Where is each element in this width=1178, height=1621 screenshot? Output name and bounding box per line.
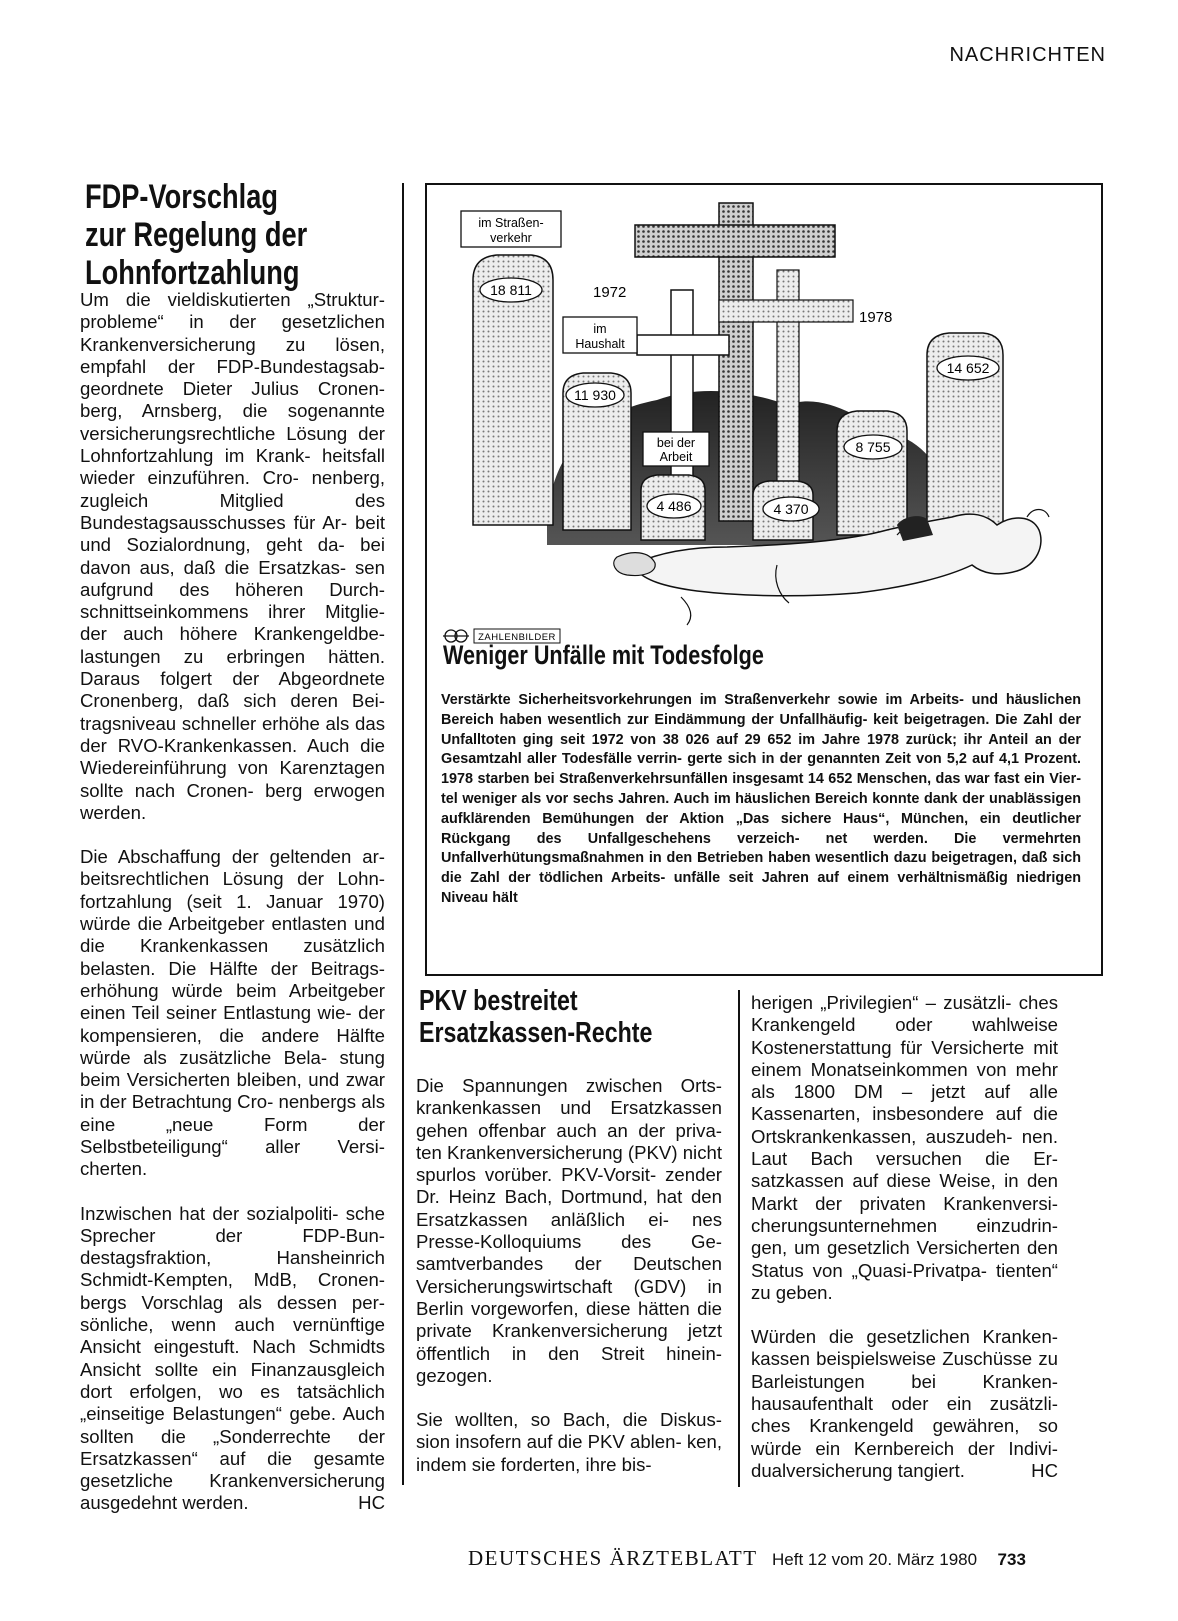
article1-headline-line: FDP-Vorschlag <box>85 178 278 216</box>
page-number: 733 <box>997 1550 1026 1569</box>
label-strasse: verkehr <box>490 231 532 245</box>
label-haushalt: Haushalt <box>575 337 625 351</box>
column-rule-2 <box>738 990 740 1487</box>
article2-paragraph: herigen „Privilegien“ – zusätzli- ches Krankengeld oder wahlweise Kostenerstattung für Versicherte mit einem Monatseinkommen von mehr als 1800 DM – jetzt auf alle Kassenarten, insbesondere auf die Ortskrankenkassen, auszudeh- nen. Laut Bach versuchen die Er- satzkassen auf diese Weise, in den Markt der privaten Krankenversi- cherungsunternehmen einzudrin- gen, um gesetzlich Versicherten den Status von „Quasi-Privatpa- tienten“ zu geben. <box>751 992 1058 1303</box>
article1-signoff: HC <box>358 1492 385 1514</box>
value-arbeit-1972: 4 486 <box>656 498 692 514</box>
year-1972: 1972 <box>593 284 627 301</box>
label-haushalt: im <box>593 322 607 336</box>
label-arbeit: Arbeit <box>659 450 693 464</box>
article1-headline <box>85 178 307 292</box>
page-footer <box>468 1546 1026 1571</box>
article2-signoff: HC <box>1031 1459 1058 1481</box>
article2-column-1 <box>416 1075 722 1476</box>
article2-paragraph: Sie wollten, so Bach, die Diskus- sion insofern auf die PKV ablen- ken, indem sie forderten, ihre bis- <box>416 1409 722 1475</box>
value-haushalt-1972: 11 930 <box>574 387 616 403</box>
value-arbeit-1978: 4 370 <box>773 501 809 517</box>
column-rule <box>402 183 404 1485</box>
value-strasse-1972: 18 811 <box>490 282 532 298</box>
article2-headline-line: PKV bestreitet <box>419 985 578 1017</box>
article1-paragraph: Um die vieldiskutierten „Struktur- probleme“ in der gesetzlichen Krankenversicherung zu lösen, empfahl der FDP-Bundestagsab- geordnete Dieter Julius Cronen- berg, Arnsberg, die sogenannte versicherungsrechtliche Lösung der Lohnfortzahlung im Krank- heitsfall wieder einzuführen. Cro- nenberg, zugleich Mitglied des Bundestagsausschusses für Ar- beit und Sozialordnung, geht da- bei davon aus, daß die Ersatzkas- sen aufgrund des höheren Durch- schnittseinkommens ihrer Mitglie- der auch höhere Krankengeldbe- lastungen zu erbringen hätten. Daraus folgert der Abgeordnete Cronenberg, daß sich deren Bei- tragsniveau schneller erhöhe als das der RVO-Krankenkassen. Auch die Wiedereinführung von Karenztagen sollte nach Cronen- berg erwogen werden. <box>80 289 385 823</box>
article1-headline-line: zur Regelung der <box>85 216 308 255</box>
article2-paragraph: Die Spannungen zwischen Orts- krankenkassen und Ersatzkassen gehen offenbar auch an der priva- ten Krankenversicherung (PKV) nicht spurlos vorüber. PKV-Vorsit- zender Dr. Heinz Bach, Dortmund, hat den Ersatzkassen anläßlich ei- nes Presse-Kolloquiums des Ge- samtverbandes der Deutschen Versicherungswirtschaft (GDV) in Berlin vorgeworfen, diese hätten die private Krankenversicherung jetzt öffentlich in den Streit hinein- gezogen. <box>416 1075 722 1386</box>
article1-headline-line: Lohnfortzahlung <box>85 254 300 293</box>
label-strasse: im Straßen- <box>478 216 544 230</box>
section-label: NACHRICHTEN <box>949 44 1106 66</box>
year-1978: 1978 <box>859 309 893 326</box>
article2-headline <box>419 985 652 1050</box>
article2-column-2 <box>751 992 1058 1482</box>
tombstone-haushalt-1978 <box>837 411 907 535</box>
infographic-caption: Verstärkte Sicherheitsvorkehrungen im Straßenverkehr sowie im Arbeits- und häuslichen Bereich haben wesentlich zur Eindämmung der Unfallhäufig- keit beigetragen. Die Zahl der Unfalltoten ging seit 1972 von 38 026 auf 29 652 im Jahre 1978 zurück; ihr Anteil an der Gesamtzahl aller Todesfälle verrin- gerte sich in der genannten Zeit von 5,2 auf 4,1 Prozent. 1978 starben bei Straßenverkehrsunfällen insgesamt 14 652 Menschen, das war fast ein Vier- tel weniger als vor sechs Jahren. Auch im häuslichen Bereich konnte dank der unablässigen aufklärenden Bemühungen der Aktion „Das sichere Haus“, München, ein deutlicher Rückgang des Unfallgeschehens verzeich- net werden. Die vermehrten Unfallverhütungsmaßnahmen in den Betrieben haben wesentlich dazu beigetragen, daß sich die Zahl der tödlichen Arbeits- unfälle seit Jahren auf einem verhältnismäßig niedrigen Niveau hält <box>441 692 1081 906</box>
journal-name: DEUTSCHES ÄRZTEBLATT <box>468 1546 758 1570</box>
article1-paragraph <box>80 1203 385 1515</box>
value-strasse-1978: 14 652 <box>946 360 990 376</box>
value-haushalt-1978: 8 755 <box>855 439 891 455</box>
infographic-illustration <box>427 185 1101 655</box>
article2-headline-line: Ersatzkassen-Rechte <box>419 1017 653 1050</box>
article2-paragraph <box>751 1326 1058 1482</box>
article1-paragraph: Die Abschaffung der geltenden ar- beitsrechtlichen Lösung der Lohn- fortzahlung (seit 1. Januar 1970) würde die Arbeitgeber entlasten und die Krankenkassen zusätzlich belasten. Die Hälfte der Beitrags- erhöhung würde beim Arbeitgeber einen Teil seiner Entlastung wie- der kompensieren, die andere Hälfte würde als zusätzliche Bela- stung beim Versicherten bleiben, und zwar in der Betrachtung Cro- nenbergs als eine „neue Form der Selbstbeteiligung“ aller Versi- cherten. <box>80 846 385 1180</box>
article1-body <box>80 289 385 1515</box>
issue-info: Heft 12 vom 20. März 1980 <box>772 1550 978 1569</box>
article1-paragraph-text: Inzwischen hat der sozialpoliti- sche Sprecher der FDP-Bun- destagsfraktion, Hansheinrich Schmidt-Kempten, MdB, Cronen- bergs Vorschlag als dessen per- sönliche, wenn auch vernünftige Ansicht eingestuft. Nach Schmidts Ansicht sollte ein Finanzausgleich dort erfolgen, wo es tatsächlich „einseitige Belastungen“ gebe. Auch sollten die „Sonderrechte der Ersatzkassen“ auf die gesamte gesetzliche Krankenversicherung ausgedehnt werden. <box>80 1202 385 1514</box>
article2-paragraph-text: Würden die gesetzlichen Kranken- kassen beispielsweise Zuschüsse zu Barleistungen bei Kranken- hausaufenthalt oder ein zusätzli- ches Krankengeld gewähren, so würde ein Kernbereich der Indivi- dualversicherung tangiert. <box>751 1326 1058 1481</box>
label-arbeit: bei der <box>656 436 696 450</box>
infographic-title: Weniger Unfälle mit Todesfolge <box>443 640 764 670</box>
credit-text: ZAHLENBILDER <box>478 632 556 643</box>
